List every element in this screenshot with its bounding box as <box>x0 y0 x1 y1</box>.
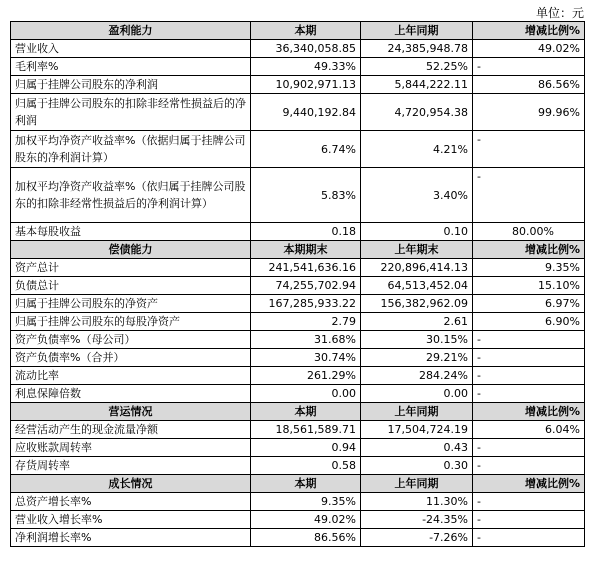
current-value: 86.56% <box>251 529 361 547</box>
column-header: 增减比例% <box>473 22 585 40</box>
row-label: 加权平均净资产收益率%（依归属于挂牌公司股东的扣除非经常性损益后的净利润计算） <box>11 168 251 223</box>
row-label: 经营活动产生的现金流量净额 <box>11 421 251 439</box>
column-header: 上年同期 <box>361 22 473 40</box>
row-label: 基本每股收益 <box>11 223 251 241</box>
current-value: 0.58 <box>251 457 361 475</box>
row-label: 净利润增长率% <box>11 529 251 547</box>
table-row <box>11 40 585 58</box>
table-row <box>11 385 585 403</box>
row-label: 归属于挂牌公司股东的净利润 <box>11 76 251 94</box>
table-row <box>11 457 585 475</box>
table-row <box>11 58 585 76</box>
current-value: 2.79 <box>251 313 361 331</box>
change-percent: - <box>473 457 585 475</box>
current-value: 9.35% <box>251 493 361 511</box>
prior-value: 0.43 <box>361 439 473 457</box>
column-header: 上年期末 <box>361 241 473 259</box>
change-percent: 15.10% <box>473 277 585 295</box>
prior-value: 5,844,222.11 <box>361 76 473 94</box>
prior-value: 29.21% <box>361 349 473 367</box>
current-value: 49.33% <box>251 58 361 76</box>
current-value: 31.68% <box>251 331 361 349</box>
table-row <box>11 76 585 94</box>
column-header: 本期 <box>251 22 361 40</box>
current-value: 0.94 <box>251 439 361 457</box>
prior-value: 24,385,948.78 <box>361 40 473 58</box>
row-label: 营业收入 <box>11 40 251 58</box>
section-title: 成长情况 <box>11 475 251 493</box>
financial-indicators-table <box>10 21 585 547</box>
table-row <box>11 277 585 295</box>
table-row <box>11 313 585 331</box>
current-value: 18,561,589.71 <box>251 421 361 439</box>
prior-value: 11.30% <box>361 493 473 511</box>
prior-value: 64,513,452.04 <box>361 277 473 295</box>
current-value: 9,440,192.84 <box>251 94 361 131</box>
section-header-row <box>11 475 585 493</box>
table-row <box>11 493 585 511</box>
change-percent: - <box>473 529 585 547</box>
change-percent: - <box>473 168 585 223</box>
table-row <box>11 511 585 529</box>
table-row <box>11 259 585 277</box>
current-value: 49.02% <box>251 511 361 529</box>
prior-value: -24.35% <box>361 511 473 529</box>
section-header-row <box>11 22 585 40</box>
table-row <box>11 367 585 385</box>
row-label: 归属于挂牌公司股东的扣除非经常性损益后的净利润 <box>11 94 251 131</box>
section-title: 营运情况 <box>11 403 251 421</box>
section-title: 盈利能力 <box>11 22 251 40</box>
current-value: 36,340,058.85 <box>251 40 361 58</box>
prior-value: 52.25% <box>361 58 473 76</box>
change-percent: 49.02% <box>473 40 585 58</box>
column-header: 上年同期 <box>361 475 473 493</box>
row-label: 资产负债率%（母公司） <box>11 331 251 349</box>
table-row <box>11 439 585 457</box>
current-value: 0.00 <box>251 385 361 403</box>
prior-value: -7.26% <box>361 529 473 547</box>
change-percent: 6.04% <box>473 421 585 439</box>
row-label: 资产总计 <box>11 259 251 277</box>
row-label: 毛利率% <box>11 58 251 76</box>
prior-value: 284.24% <box>361 367 473 385</box>
current-value: 0.18 <box>251 223 361 241</box>
section-header-row <box>11 403 585 421</box>
current-value: 241,541,636.16 <box>251 259 361 277</box>
prior-value: 4,720,954.38 <box>361 94 473 131</box>
row-label: 利息保障倍数 <box>11 385 251 403</box>
table-row <box>11 131 585 168</box>
row-label: 流动比率 <box>11 367 251 385</box>
table-row <box>11 349 585 367</box>
prior-value: 0.00 <box>361 385 473 403</box>
row-label: 负债总计 <box>11 277 251 295</box>
prior-value: 0.10 <box>361 223 473 241</box>
change-percent: - <box>473 131 585 168</box>
row-label: 应收账款周转率 <box>11 439 251 457</box>
change-percent: - <box>473 349 585 367</box>
change-percent: - <box>473 385 585 403</box>
current-value: 10,902,971.13 <box>251 76 361 94</box>
table-row <box>11 331 585 349</box>
current-value: 167,285,933.22 <box>251 295 361 313</box>
prior-value: 17,504,724.19 <box>361 421 473 439</box>
change-percent: 99.96% <box>473 94 585 131</box>
current-value: 30.74% <box>251 349 361 367</box>
prior-value: 156,382,962.09 <box>361 295 473 313</box>
table-row <box>11 223 585 241</box>
current-value: 74,255,702.94 <box>251 277 361 295</box>
change-percent: - <box>473 367 585 385</box>
prior-value: 3.40% <box>361 168 473 223</box>
column-header: 增减比例% <box>473 241 585 259</box>
row-label: 总资产增长率% <box>11 493 251 511</box>
prior-value: 2.61 <box>361 313 473 331</box>
column-header: 本期 <box>251 475 361 493</box>
change-percent: - <box>473 511 585 529</box>
change-percent: - <box>473 331 585 349</box>
table-row <box>11 168 585 223</box>
row-label: 资产负债率%（合并） <box>11 349 251 367</box>
change-percent: - <box>473 493 585 511</box>
table-row <box>11 421 585 439</box>
row-label: 存货周转率 <box>11 457 251 475</box>
change-percent: 6.90% <box>473 313 585 331</box>
change-percent: 80.00% <box>473 223 585 241</box>
prior-value: 0.30 <box>361 457 473 475</box>
prior-value: 4.21% <box>361 131 473 168</box>
change-percent: 86.56% <box>473 76 585 94</box>
table-row <box>11 94 585 131</box>
prior-value: 30.15% <box>361 331 473 349</box>
change-percent: 9.35% <box>473 259 585 277</box>
current-value: 6.74% <box>251 131 361 168</box>
change-percent: - <box>473 439 585 457</box>
column-header: 增减比例% <box>473 475 585 493</box>
column-header: 增减比例% <box>473 403 585 421</box>
row-label: 归属于挂牌公司股东的净资产 <box>11 295 251 313</box>
column-header: 上年同期 <box>361 403 473 421</box>
row-label: 营业收入增长率% <box>11 511 251 529</box>
column-header: 本期期末 <box>251 241 361 259</box>
unit-label: 单位：元 <box>535 6 584 20</box>
table-row <box>11 295 585 313</box>
table-row <box>11 529 585 547</box>
change-percent: - <box>473 58 585 76</box>
section-title: 偿债能力 <box>11 241 251 259</box>
prior-value: 220,896,414.13 <box>361 259 473 277</box>
column-header: 本期 <box>251 403 361 421</box>
current-value: 261.29% <box>251 367 361 385</box>
change-percent: 6.97% <box>473 295 585 313</box>
row-label: 归属于挂牌公司股东的每股净资产 <box>11 313 251 331</box>
section-header-row <box>11 241 585 259</box>
current-value: 5.83% <box>251 168 361 223</box>
row-label: 加权平均净资产收益率%（依据归属于挂牌公司股东的净利润计算） <box>11 131 251 168</box>
